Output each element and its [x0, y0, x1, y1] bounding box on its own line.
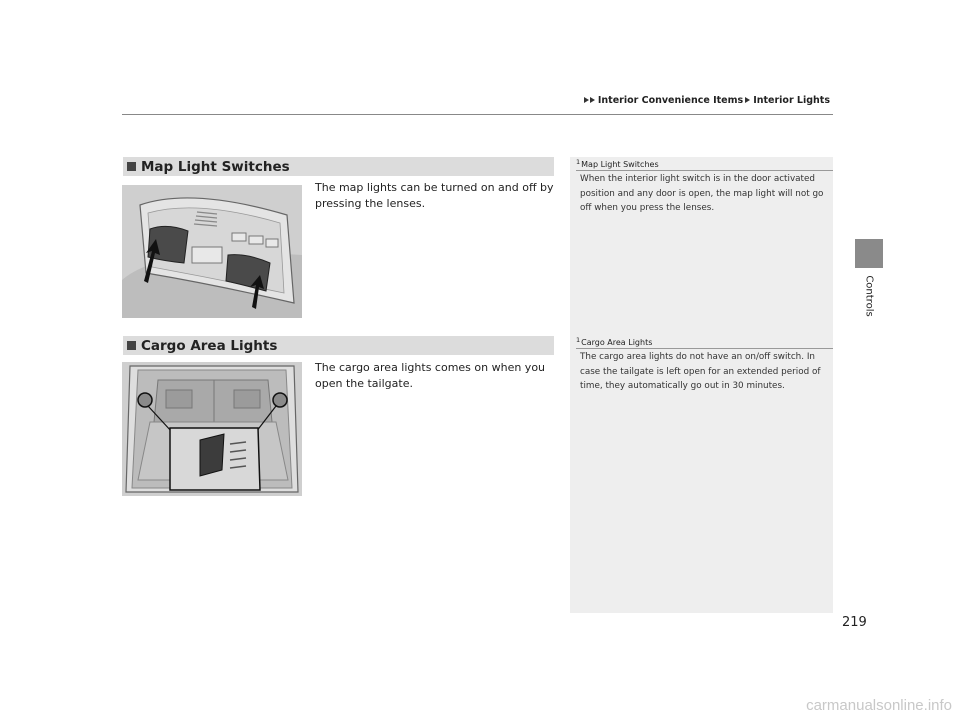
cargo-light-illustration	[122, 362, 302, 496]
note-number: 1	[576, 336, 581, 344]
breadcrumb-item[interactable]: Interior Lights	[753, 94, 830, 106]
note-divider	[576, 348, 833, 349]
page-number: 219	[842, 615, 867, 630]
note-number: 1	[576, 158, 581, 166]
note-divider	[576, 170, 833, 171]
arrow-icon	[745, 97, 750, 103]
chapter-tab-label: Controls	[863, 275, 875, 317]
arrow-icon	[590, 97, 595, 103]
section-title: Cargo Area Lights	[141, 337, 278, 354]
note-title: Cargo Area Lights	[581, 337, 653, 347]
section-body: The map lights can be turned on and off by pressing the lenses.	[315, 181, 554, 210]
note-heading	[576, 336, 652, 348]
note-text: When the interior light switch is in the door activated position and any door is open, the map light will not go off when you press the lenses.	[580, 174, 824, 213]
section-heading-map-light	[123, 157, 554, 176]
square-bullet-icon	[127, 162, 136, 171]
section-title: Map Light Switches	[141, 158, 290, 175]
note-text: The cargo area lights do not have an on/off switch. In case the tailgate is left open for an extended period of time, they automatically go out in 30 minutes.	[580, 352, 821, 391]
watermark: carmanualsonline.info	[806, 697, 952, 714]
breadcrumb-item[interactable]: Interior Convenience Items	[597, 94, 744, 106]
header-divider	[122, 114, 833, 115]
map-light-illustration	[122, 185, 302, 318]
section-heading-cargo-lights	[123, 336, 554, 355]
note-title: Map Light Switches	[581, 159, 659, 169]
chapter-tab-marker	[855, 239, 883, 268]
section-body: The cargo area lights comes on when you open the tailgate.	[315, 361, 546, 390]
breadcrumb	[597, 93, 832, 107]
square-bullet-icon	[127, 341, 136, 350]
chapter-tab[interactable]	[844, 275, 894, 318]
arrow-icon	[584, 97, 589, 103]
note-heading	[576, 158, 659, 170]
